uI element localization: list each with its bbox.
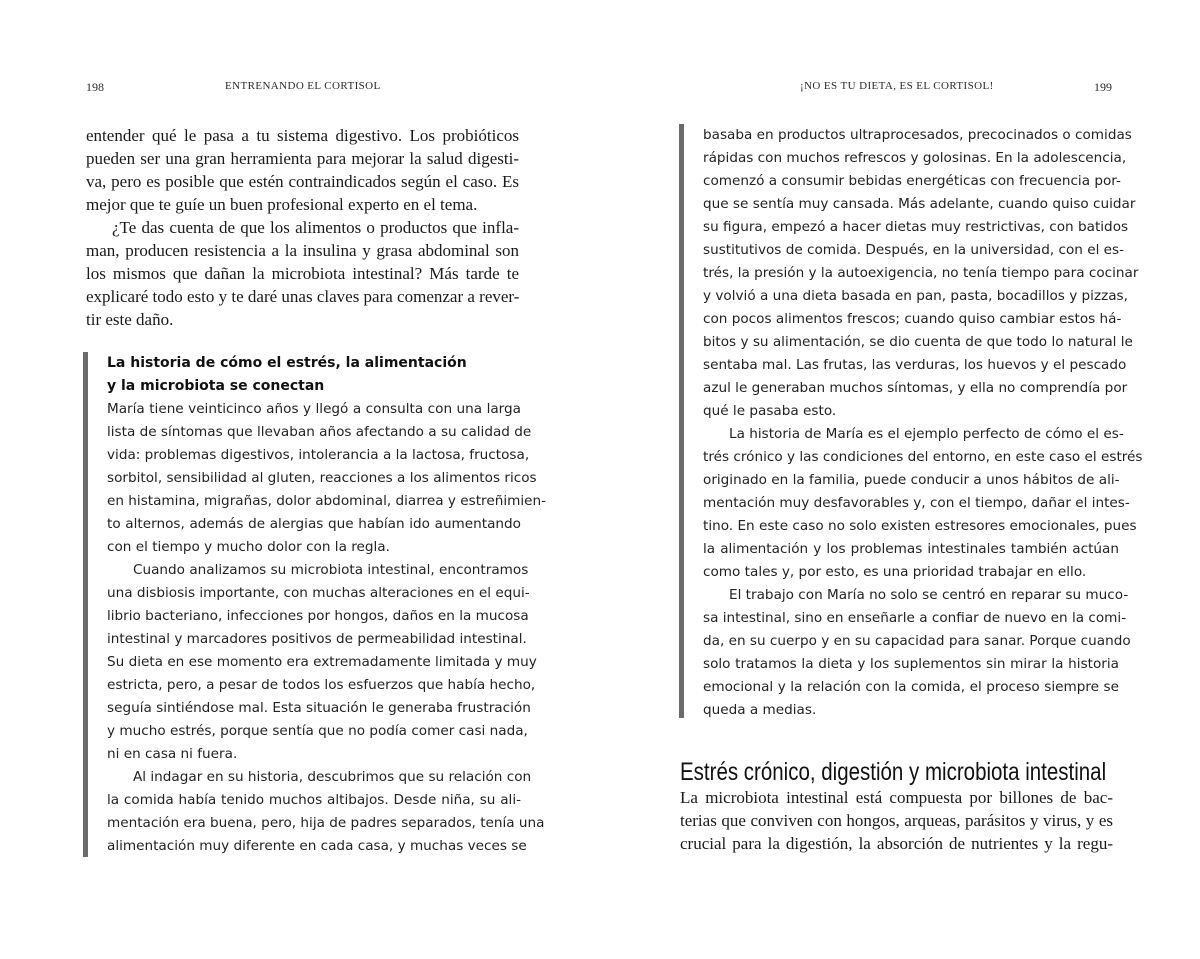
- text-line: y la microbiota se conectan: [107, 378, 325, 394]
- text-line: La historia de María es el ejemplo perfecto de cómo el es-: [729, 426, 1124, 442]
- running-head-right: ¡NO ES TU DIETA, ES EL CORTISOL!: [800, 80, 994, 92]
- page-number-left: 198: [86, 80, 104, 94]
- text-line: El trabajo con María no solo se centró en reparar su muco-: [729, 587, 1129, 603]
- text-line: seguía sintiéndose mal. Esta situación le generaba frustración: [107, 700, 531, 716]
- text-line: solo tratamos la dieta y los suplementos sin mirar la historia: [703, 656, 1119, 672]
- paragraph: [107, 559, 537, 766]
- text-line: mejor que te guíe un buen profesional experto en el tema.: [86, 195, 478, 214]
- text-line: librio bacteriano, infecciones por hongos, daños en la mucosa: [107, 608, 529, 624]
- text-line: en histamina, migrañas, dolor abdominal, diarrea y estreñimien-: [107, 493, 546, 509]
- running-head-left: ENTRENANDO EL CORTISOL: [225, 80, 381, 92]
- text-line: sustitutivos de comida. Después, en la universidad, con el es-: [703, 242, 1125, 258]
- right-page: [600, 0, 1200, 959]
- case-study-box-left: [83, 352, 546, 857]
- text-line: Su dieta en ese momento era extremadamente limitada y muy: [107, 654, 537, 670]
- text-line: La historia de cómo el estrés, la alimentación: [107, 355, 467, 371]
- page-number-right: 199: [1094, 80, 1112, 94]
- case-study-box-right: [679, 124, 1143, 718]
- box-body: [107, 398, 546, 858]
- text-line: ¿Te das cuenta de que los alimentos o productos que infla-: [112, 218, 519, 237]
- text-line: originado en la familia, puede conducir a unos hábitos de ali-: [703, 472, 1120, 488]
- text-line: Cuando analizamos su microbiota intestinal, encontramos: [133, 562, 529, 578]
- text-line: to alternos, además de alergias que habían ido aumentando: [107, 516, 521, 532]
- paragraph: [703, 584, 1131, 722]
- text-line: una disbiosis importante, con muchas alteraciones en el equi-: [107, 585, 530, 601]
- text-line: comenzó a consumir bebidas energéticas con frecuencia por-: [703, 173, 1121, 189]
- paragraph: [680, 786, 1113, 855]
- text-line: la alimentación y los problemas intestinales también actúan: [703, 541, 1119, 557]
- paragraph: [107, 766, 545, 858]
- paragraph: [86, 124, 519, 216]
- text-line: mentación muy desfavorables y, con el tiempo, dañar el intes-: [703, 495, 1130, 511]
- paragraph: [703, 423, 1143, 584]
- text-line: su figura, empezó a hacer dietas muy restrictivas, con batidos: [703, 219, 1129, 235]
- text-line: trés, la presión y la autoexigencia, no tenía tiempo para cocinar: [703, 265, 1139, 281]
- text-line: y volvió a una dieta basada en pan, pasta, bocadillos y pizzas,: [703, 288, 1128, 304]
- text-line: trés crónico y las condiciones del entorno, en este caso el estrés: [703, 449, 1143, 465]
- text-line: La microbiota intestinal está compuesta por billones de bac-: [680, 788, 1113, 807]
- text-line: sentaba mal. Las frutas, las verduras, los huevos y el pescado: [703, 357, 1127, 373]
- text-line: intestinal y marcadores positivos de permeabilidad intestinal.: [107, 631, 527, 647]
- text-line: crucial para la digestión, la absorción de nutrientes y la regu-: [680, 834, 1113, 853]
- text-line: y mucho estrés, porque sentía que no podía comer casi nada,: [107, 723, 528, 739]
- text-line: María tiene veinticinco años y llegó a consulta con una larga: [107, 401, 521, 417]
- text-line: alimentación muy diferente en cada casa, y muchas veces se: [107, 838, 527, 854]
- text-line: lista de síntomas que llevaban años afectando a su calidad de: [107, 424, 532, 440]
- text-line: sa intestinal, sino en enseñarle a confiar de nuevo en la comi-: [703, 610, 1127, 626]
- text-line: como tales y, por esto, es una prioridad trabajar en ello.: [703, 564, 1087, 580]
- paragraph: [86, 216, 519, 331]
- text-line: basaba en productos ultraprocesados, precocinados o comidas: [703, 127, 1132, 143]
- text-line: tino. En este caso no solo existen estresores emocionales, pues: [703, 518, 1137, 534]
- text-line: con el tiempo y mucho dolor con la regla.: [107, 539, 390, 555]
- box-body: [703, 124, 1143, 722]
- text-line: vida: problemas digestivos, intolerancia a la lactosa, fructosa,: [107, 447, 530, 463]
- text-line: terias que conviven con hongos, arqueas, parásitos y virus, y es: [680, 811, 1113, 830]
- text-line: entender qué le pasa a tu sistema digestivo. Los probióticos: [86, 126, 519, 145]
- text-line: qué le pasaba esto.: [703, 403, 837, 419]
- text-line: bitos y su alimentación, se dio cuenta de que todo lo natural le: [703, 334, 1133, 350]
- text-line: que se sentía muy cansada. Más adelante, cuando quiso cuidar: [703, 196, 1136, 212]
- paragraph: [703, 124, 1139, 423]
- body-text-right: [680, 786, 1113, 855]
- text-line: con pocos alimentos frescos; cuando quiso cambiar estos há-: [703, 311, 1122, 327]
- text-line: Al indagar en su historia, descubrimos que su relación con: [133, 769, 532, 785]
- text-line: man, producen resistencia a la insulina y grasa abdominal son: [86, 241, 519, 260]
- section-heading: Estrés crónico, digestión y microbiota intestinal: [680, 758, 1107, 786]
- box-title: [107, 352, 521, 398]
- text-line: estricta, pero, a pesar de todos los esfuerzos que había hecho,: [107, 677, 536, 693]
- text-line: mentación era buena, pero, hija de padres separados, tenía una: [107, 815, 545, 831]
- text-line: pueden ser una gran herramienta para mejorar la salud digesti-: [86, 149, 519, 168]
- paragraph: [107, 398, 546, 559]
- text-line: azul le generaban muchos síntomas, y ella no comprendía por: [703, 380, 1128, 396]
- text-line: sorbitol, sensibilidad al gluten, reacciones a los alimentos ricos: [107, 470, 537, 486]
- text-line: emocional y la relación con la comida, el proceso siempre se: [703, 679, 1119, 695]
- text-line: da, en su cuerpo y en su capacidad para sanar. Porque cuando: [703, 633, 1131, 649]
- text-line: explicaré todo esto y te daré unas claves para comenzar a rever-: [86, 287, 520, 306]
- text-line: rápidas con muchos refrescos y golosinas. En la adolescencia,: [703, 150, 1127, 166]
- text-line: los mismos que dañan la microbiota intestinal? Más tarde te: [86, 264, 519, 283]
- text-line: la comida había tenido muchos altibajos. Desde niña, su ali-: [107, 792, 521, 808]
- text-line: va, pero es posible que estén contraindicados según el caso. Es: [86, 172, 519, 191]
- body-text-left: [86, 124, 519, 331]
- text-line: tir este daño.: [86, 310, 174, 329]
- text-line: queda a medias.: [703, 702, 817, 718]
- text-line: ni en casa ni fuera.: [107, 746, 238, 762]
